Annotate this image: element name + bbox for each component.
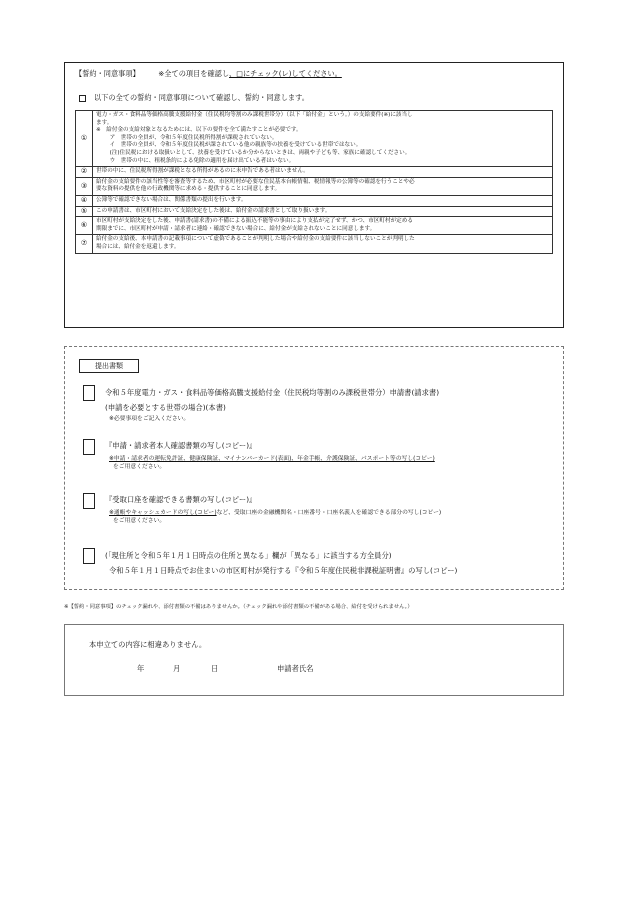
- item-line: ア 世帯の全員が、令和５年度住民税所得割が課税されていない。: [104, 134, 278, 141]
- pledge-item-text: [93, 111, 553, 167]
- pledge-heading: 【誓約・同意事項】: [75, 69, 140, 78]
- document-application-note: ※必要事項をご記入ください。: [109, 416, 190, 422]
- pledge-heading-row: [75, 69, 342, 79]
- document-item-application: [83, 385, 553, 431]
- pledge-instruction-underlined: 、□にチェック(レ)してください。: [229, 69, 342, 78]
- item-line: 期限までに、市区町村が申請・請求者に連絡・確認できない場合に、給付金が支給されないことに同意します。: [96, 225, 376, 232]
- document-bank-copy-checkbox[interactable]: [83, 493, 95, 509]
- document-bank-copy-note: [109, 509, 441, 517]
- document-bank-copy-note-rest: など、受取口座の金融機関名・口座番号・口座名義人を確認できる部分の写し(コピー): [216, 510, 442, 516]
- pledge-item-5: [76, 206, 553, 217]
- document-application-title: 令和５年度電力・ガス・食料品等価格高騰支援給付金（住民税均等割のみ課税世帯分）申請書(請求書): [105, 388, 440, 397]
- item-line: 市区町村が支給決定をした後、申請書(請求書)の不備による振込不能等の事由により支払が完了せず、かつ、市区町村が定める: [96, 218, 413, 225]
- document-bank-copy-note2: をご用意ください。: [113, 518, 166, 524]
- pledge-item-number: ④: [76, 195, 93, 206]
- document-id-copy-title: 『申請・請求者本人確認書類の写し(コピー)』: [105, 441, 257, 450]
- pledge-item-text: [93, 195, 553, 206]
- pledge-item-2: [76, 167, 553, 178]
- item-line: 給付金の支給後、本申請書の記載事項について虚偽であることが判明した場合や給付金の支給要件に該当しないことが判明した: [96, 236, 415, 243]
- agree-all-checkbox[interactable]: [79, 95, 86, 102]
- pledge-item-text: [93, 235, 553, 253]
- document-tax-certificate-checkbox[interactable]: [83, 548, 95, 564]
- documents-heading: 提出書類: [79, 359, 139, 373]
- pledge-item-7: [76, 235, 553, 253]
- document-tax-certificate-condition: (「現住所と令和５年１月１日時点の住所と異なる」欄が「異なる」に該当する方全員分): [105, 551, 392, 560]
- pledge-section: [64, 62, 564, 328]
- agree-all-label: 以下の全ての誓約・同意事項について確認し、誓約・同意します。: [94, 93, 309, 102]
- document-item-id-copy: [83, 439, 553, 479]
- pledge-item-number: ⑤: [76, 206, 93, 217]
- item-line: 給付金の支給要件の該当性等を審査等するため、市区町村が必要な住民基本台帳情報、税情報等の公簿等の確認を行うことや必: [96, 178, 415, 185]
- pledge-item-text: [93, 177, 553, 195]
- documents-section: [64, 346, 564, 590]
- pledge-instruction: ※全ての項目を確認し: [158, 69, 230, 78]
- item-line: ウ 世帯の中に、租税条約による免除の適用を届け出ている者はいない。: [104, 157, 295, 164]
- pledge-items-table: [75, 110, 553, 254]
- item-line: (注)住民税における取扱いとして、扶養を受けているか分からないときは、両親や子ども等、家族に確認してください。: [104, 149, 411, 156]
- item-line: 要な資料の提供を他の行政機関等に求める・提供することに同意します。: [96, 186, 281, 193]
- date-month-label: 月: [173, 664, 181, 673]
- document-tax-certificate-title: 令和５年１月１日時点でお住まいの市区町村が発行する『令和５年度住民税非課税証明書』の写し(コピー): [109, 566, 458, 575]
- date-day-label: 日: [211, 664, 219, 673]
- date-year-label: 年: [137, 664, 145, 673]
- pledge-item-text: [93, 206, 553, 217]
- item-line: 世帯の中に、住民税所得割が課税となる所得があるのに未申告である者はいません。: [96, 168, 309, 175]
- document-application-sub: (申請を必要とする世帯の場合)(本書): [105, 403, 226, 412]
- pledge-item-1: [76, 111, 553, 167]
- item-line: ※ 給付金の支給対象となるためには、以下の要件を全て満たすことが必要です。: [96, 127, 302, 134]
- document-id-copy-checkbox[interactable]: [83, 439, 95, 455]
- pledge-item-text: [93, 167, 553, 178]
- item-line: ます。: [96, 119, 113, 126]
- item-line: 電力・ガス・食料品等価格高騰支援給付金（住民税均等割のみ課税世帯分）（以下「給付金」という。）の支給要件(※)に該当し: [96, 112, 413, 118]
- pledge-item-number: ①: [76, 111, 93, 167]
- pledge-item-text: [93, 217, 553, 235]
- document-item-bank-copy: [83, 493, 553, 533]
- pledge-item-number: ③: [76, 177, 93, 195]
- document-id-copy-note: ※申請・請求者の運転免許証、健康保険証、マイナンバーカード(表面)、年金手帳、介護保険証、パスポート等の写し(コピー): [109, 456, 435, 462]
- declaration-statement: 本申立ての内容に相違ありません。: [89, 640, 207, 649]
- pledge-item-3: [76, 177, 553, 195]
- item-line: イ 世帯の全員が、令和５年度住民税が課されている他の親族等の扶養を受けている世帯ではない。: [104, 142, 362, 149]
- pledge-item-4: [76, 195, 553, 206]
- document-id-copy-note2: をご用意ください。: [113, 464, 166, 470]
- pledge-item-6: [76, 217, 553, 235]
- item-line: この申請書は、市区町村において支給決定をした後は、給付金の請求書として取り扱います。: [96, 207, 331, 214]
- check-footnote: ※【誓約・同意事項】のチェック漏れや、添付書類の不備はありませんか。（チェック漏れや添付書類の不備がある場合、給付を受けられません。）: [64, 604, 413, 610]
- pledge-item-number: ②: [76, 167, 93, 178]
- item-line: 場合には、給付金を返還します。: [96, 243, 180, 250]
- pledge-item-number: ⑥: [76, 217, 93, 235]
- document-item-tax-certificate: [83, 548, 553, 582]
- pledge-item-number: ⑦: [76, 235, 93, 253]
- document-application-checkbox[interactable]: [83, 385, 95, 401]
- document-bank-copy-note-underlined: ※通帳やキャッシュカードの写し(コピー): [109, 510, 217, 516]
- declaration-section: [64, 624, 564, 696]
- applicant-name-label: 申請者氏名: [277, 664, 314, 673]
- item-line: 公簿等で確認できない場合は、関係書類の提出を行います。: [96, 196, 247, 203]
- document-bank-copy-title: 『受取口座を確認できる書類の写し(コピー)』: [105, 495, 257, 504]
- agree-all-row: [79, 93, 309, 103]
